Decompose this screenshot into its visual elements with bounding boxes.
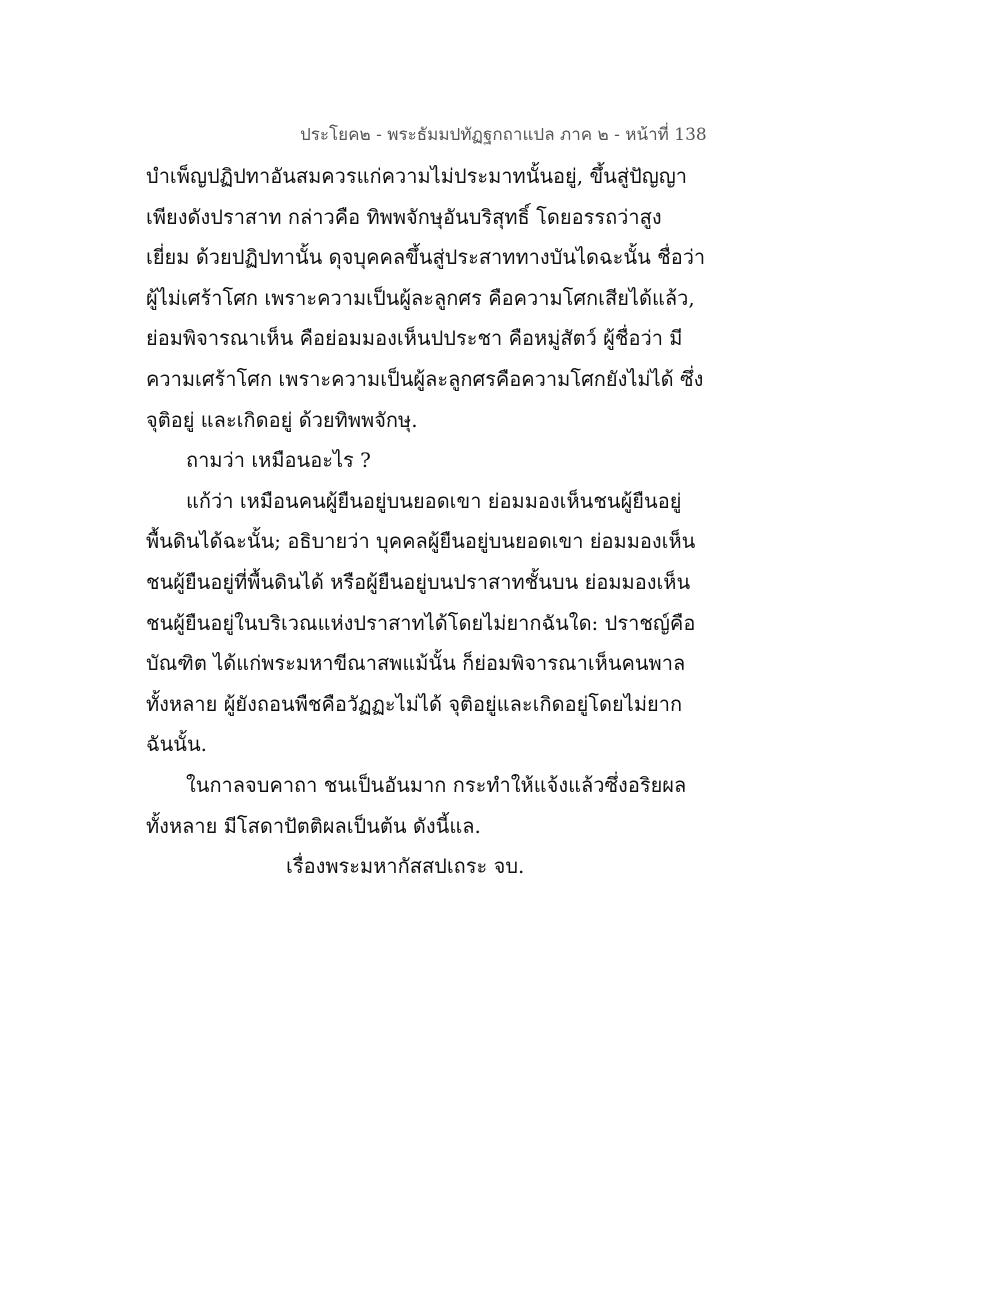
story-end-title: เรื่องพระมหากัสสปเถระ จบ.	[286, 854, 525, 879]
text-line: ทั้งหลาย ผู้ยังถอนพืชคือวัฏฏะไม่ได้ จุติอยู่และเกิดอยู่โดยไม่ยาก	[146, 691, 683, 716]
answer-line: แก้ว่า เหมือนคนผู้ยืนอยู่บนยอดเขา ย่อมมองเห็นชนผู้ยืนอยู่	[186, 488, 682, 513]
text-line: ความเศร้าโศก เพราะความเป็นผู้ละลูกศรคือความโศกยังไม่ได้ ซึ่ง	[146, 366, 704, 391]
text-line: ผู้ไม่เศร้าโศก เพราะความเป็นผู้ละลูกศร คือความโศกเสียได้แล้ว,	[146, 285, 695, 310]
text-line: เยี่ยม ด้วยปฏิปทานั้น ดุจบุคคลขึ้นสู่ประสาททางบันไดฉะนั้น ชื่อว่า	[146, 245, 706, 270]
text-line: ชนผู้ยืนอยู่ที่พื้นดินได้ หรือผู้ยืนอยู่บนปราสาทชั้นบน ย่อมมองเห็น	[146, 569, 691, 594]
text-line: พื้นดินได้ฉะนั้น; อธิบายว่า บุคคลผู้ยืนอยู่บนยอดเขา ย่อมมองเห็น	[146, 529, 696, 554]
text-line: ทั้งหลาย มีโสดาปัตติผลเป็นต้น ดังนี้แล.	[146, 813, 481, 838]
text-line: เพียงดังปราสาท กล่าวคือ ทิพพจักษุอันบริสุทธิ์ โดยอรรถว่าสูง	[146, 204, 662, 229]
text-line: บัณฑิต ได้แก่พระมหาขีณาสพแม้นั้น ก็ย่อมพิจารณาเห็นคนพาล	[146, 651, 686, 676]
text-line: บำเพ็ญปฏิปทาอันสมควรแก่ความไม่ประมาทนั้นอยู่, ขึ้นสู่ปัญญา	[146, 164, 688, 188]
text-line: ย่อมพิจารณาเห็น คือย่อมมองเห็นปประชา คือหมู่สัตว์ ผู้ชื่อว่า มี	[146, 326, 683, 351]
text-line: ชนผู้ยืนอยู่ในบริเวณแห่งปราสาทได้โดยไม่ยากฉันใด: ปราชญ์คือ	[146, 610, 696, 635]
text-line: จุติอยู่ และเกิดอยู่ ด้วยทิพพจักษุ.	[146, 407, 418, 432]
question-line: ถามว่า เหมือนอะไร ?	[186, 448, 371, 473]
text-line: ฉันนั้น.	[146, 732, 207, 757]
paragraph-start-line: ในกาลจบคาถา ชนเป็นอันมาก กระทำให้แจ้งแล้วซึ่งอริยผล	[186, 772, 687, 797]
running-header: ประโยค๒ - พระธัมมปทัฏฐกถาแปล ภาค ๒ - หน้าที่ 138	[300, 125, 707, 145]
body-text	[146, 156, 706, 887]
